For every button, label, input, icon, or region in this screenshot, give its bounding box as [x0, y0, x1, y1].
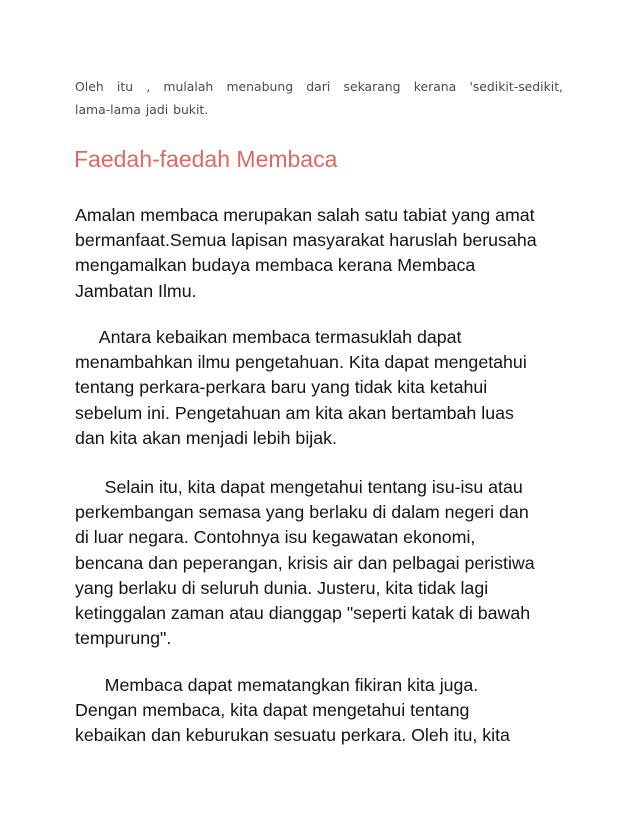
paragraph-line: Antara kebaikan membaca termasuklah dapat [75, 327, 462, 347]
paragraph-4 [75, 673, 575, 749]
paragraph-line: kebaikan dan keburukan sesuatu perkara. Oleh itu, kita [75, 725, 510, 746]
paragraph-line: ketinggalan zaman atau dianggap "seperti katak di bawah [75, 603, 531, 624]
intro-line: lama-lama jadi bukit. [75, 102, 209, 117]
paragraph-line: tentang perkara-perkara baru yang tidak kita ketahui [75, 377, 488, 398]
intro-line: Oleh itu , mulalah menabung dari sekarang kerana 'sedikit-sedikit, [75, 79, 563, 94]
paragraph-line: bencana dan peperangan, krisis air dan pelbagai peristiwa [75, 552, 535, 573]
paragraph-2 [75, 325, 575, 451]
intro-paragraph [75, 75, 563, 121]
paragraph-line: yang berlaku di seluruh dunia. Justeru, kita tidak lagi [75, 577, 489, 598]
paragraph-line: menambahkan ilmu pengetahuan. Kita dapat mengetahui [75, 352, 527, 373]
paragraph-line: di luar negara. Contohnya isu kegawatan ekonomi, [75, 527, 476, 548]
paragraph-line: dan kita akan menjadi lebih bijak. [75, 427, 337, 448]
paragraph-line: perkembangan semasa yang berlaku di dalam negeri dan [75, 502, 529, 523]
paragraph-line: Selain itu, kita dapat mengetahui tentang isu-isu atau [75, 477, 523, 497]
paragraph-line: Membaca dapat mematangkan fikiran kita juga. [75, 675, 479, 695]
paragraph-3 [75, 475, 575, 651]
paragraph-1 [75, 203, 575, 304]
paragraph-line: bermanfaat.Semua lapisan masyarakat haruslah berusaha [75, 230, 537, 251]
section-heading: Faedah-faedah Membaca [74, 146, 338, 172]
paragraph-line: Jambatan Ilmu. [75, 280, 197, 301]
paragraph-line: mengamalkan budaya membaca kerana Membaca [75, 255, 476, 276]
paragraph-line: Dengan membaca, kita dapat mengetahui tentang [75, 700, 470, 721]
paragraph-line: Amalan membaca merupakan salah satu tabiat yang amat [75, 205, 535, 225]
paragraph-line: sebelum ini. Pengetahuan am kita akan bertambah luas [75, 402, 514, 423]
paragraph-line: tempurung". [75, 628, 172, 649]
